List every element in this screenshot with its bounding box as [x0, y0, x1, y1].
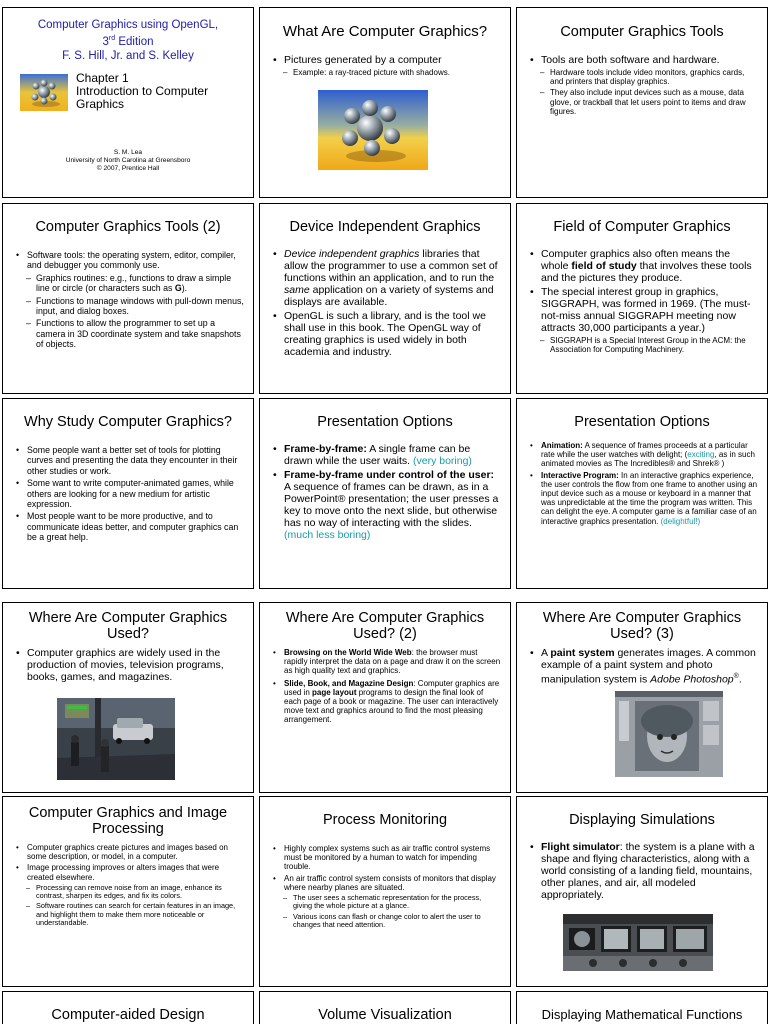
- slide-5: [259, 203, 511, 394]
- bullet: • Pictures generated by a computer: [273, 54, 501, 66]
- sub-bullet-3: – Functions to allow the programmer to set up a camera in 3D coordinate system and take snapshots of objects.: [16, 318, 244, 349]
- bullet-2: • Slide, Book, and Magazine Design: Computer graphics are used in page layout programs to design the final look of each page of a book or magazine. The user can interactively move text and graphics around to find the most pleasing arrangement.: [273, 679, 501, 725]
- bullet-1: • Some people want a better set of tools for plotting curves and presenting the data they encounter in their other studies or work.: [16, 445, 244, 476]
- slide-6: [516, 203, 768, 394]
- slide-17: [259, 991, 511, 1024]
- university: University of North Carolina at Greensboro: [65, 157, 191, 164]
- slide-8: [259, 398, 511, 589]
- slide-3: [516, 7, 768, 198]
- bullet-2: • An air traffic control system consists of monitors that display where nearby planes are situated.: [273, 874, 501, 892]
- bullet-1: • A paint system generates images. A common example of a paint system and photo manipulation system is Adobe Photoshop®.: [530, 647, 758, 686]
- bullet-1: • Flight simulator: the system is a plane with a shape and flying characteristics, along with a world consisting of a landing field, mountains, other planes, and air, all modeled appropriately.: [530, 841, 758, 901]
- slide-title: Why Study Computer Graphics?: [24, 414, 232, 430]
- slide-body: [517, 54, 767, 116]
- sub-bullet-1: – The user sees a schematic representation for the process, giving the whole picture at a glance.: [273, 894, 501, 911]
- credits: [3, 149, 253, 173]
- slide-title: What Are Computer Graphics?: [282, 23, 488, 40]
- sub-bullet: – Example: a ray-traced picture with shadows.: [273, 68, 501, 77]
- slide-13: [2, 796, 254, 987]
- slide-body: [517, 248, 767, 354]
- slide-16: [2, 991, 254, 1024]
- slide-title: Computer Graphics and Image Processing: [28, 805, 228, 837]
- book-title-line-1: Computer Graphics using OpenGL,: [37, 19, 219, 31]
- slide-title: Device Independent Graphics: [289, 219, 481, 235]
- bullet-2: • Image processing improves or alters images that were created elsewhere.: [16, 863, 244, 881]
- slide-body: [517, 647, 767, 686]
- author-name: S. M. Lea: [113, 149, 143, 156]
- molecule-thumbnail: [20, 74, 68, 111]
- sub-bullet-1: – Processing can remove noise from an image, enhance its contrast, sharpen its edges, and fix its colors.: [16, 884, 244, 901]
- slide-12: [516, 602, 768, 793]
- bullet-1: • Device independent graphics libraries that allow the programmer to use a common set of functions within an application, and to run the same application on a variety of systems and displays are available.: [273, 248, 501, 308]
- slide-body: [260, 648, 510, 725]
- chapter-title-line-2: Graphics: [76, 97, 125, 111]
- slide-body: [3, 647, 253, 683]
- bullet-1: • Animation: A sequence of frames proceeds at a particular rate while the user watches with delight; (exciting, as in such animated movies as The Incredibles® and Shrek® ): [530, 441, 758, 469]
- slide-title: Where Are Computer Graphics Used?: [28, 610, 228, 642]
- sub-bullet-2: – They also include input devices such as a mouse, data glove, or trackball that let users point to items and draw figures.: [530, 88, 758, 116]
- bullet-1: • Computer graphics are widely used in the production of movies, television programs, books, games, and magazines.: [16, 647, 244, 683]
- book-authors: F. S. Hill, Jr. and S. Kelley: [62, 49, 194, 62]
- slide-body: [260, 443, 510, 541]
- copyright: © 2007, Prentice Hall: [96, 165, 160, 172]
- slide-body: [260, 248, 510, 358]
- sub-bullet-1: – Hardware tools include video monitors, graphics cards, and printers that display graphics.: [530, 68, 758, 86]
- chapter-number: Chapter 1: [76, 71, 129, 85]
- sub-bullet-2: – Various icons can flash or change color to alert the user to changes that need attention.: [273, 913, 501, 930]
- book-title: [3, 18, 253, 63]
- slide-18: [516, 991, 768, 1024]
- bullet-1: • Computer graphics create pictures and images based on some description, or model, in a computer.: [16, 843, 244, 861]
- slide-title: Where Are Computer Graphics Used? (3): [542, 610, 742, 642]
- bullet-3: • Most people want to be more productive, and to communicate ideas better, and computer graphics can be a great help.: [16, 511, 244, 542]
- ray-traced-picture: [318, 90, 428, 170]
- slide-title: Presentation Options: [317, 414, 453, 430]
- bullet-2: • OpenGL is such a library, and is the tool we shall use in this book. The OpenGL way of creating graphics is used widely in both academia and industry.: [273, 310, 501, 358]
- slide-9: [516, 398, 768, 589]
- sub-bullet-2: – Functions to manage windows with pull-down menus, input, and dialog boxes.: [16, 296, 244, 317]
- slide-4: [2, 203, 254, 394]
- slide-title: Computer Graphics Tools (2): [35, 219, 221, 235]
- slide-title: Computer Graphics Tools: [560, 24, 724, 40]
- bullet-1: • Browsing on the World Wide Web: the browser must rapidly interpret the data on a page and draw it on the screen as high quality text and graphics.: [273, 648, 501, 676]
- bullet: • Software tools: the operating system, editor, compiler, and debugger you commonly use.: [16, 250, 244, 271]
- slide-title: Field of Computer Graphics: [553, 219, 731, 235]
- slide-body: [3, 445, 253, 543]
- slide-2: [259, 7, 511, 198]
- slide-1-title: [2, 7, 254, 198]
- slide-body: [260, 844, 510, 929]
- slide-body: [517, 841, 767, 901]
- chapter-heading: [76, 72, 208, 111]
- bullet-1: • Computer graphics also often means the whole field of study that involves these tools and the pictures they produce.: [530, 248, 758, 284]
- bullet-1: • Highly complex systems such as air traffic control systems must be monitored by a human to watch for impending trouble.: [273, 844, 501, 872]
- bullet-2: • Interactive Program: In an interactive graphics experience, the user controls the flow from one frame to another using an input device such as a mouse or keyboard in a manner that was unpredictable at the time the program was written. This can delight the eye. A computer game is a familiar case of an interactive graphics presentation. (delightful!): [530, 471, 758, 526]
- slide-body: [517, 441, 767, 526]
- slide-7: [2, 398, 254, 589]
- slide-body: [260, 54, 510, 77]
- sub-bullet: – SIGGRAPH is a Special Interest Group in the ACM: the Association for Computing Machinery.: [530, 336, 758, 354]
- game-screenshot: [57, 698, 175, 780]
- slide-title: Where Are Computer Graphics Used? (2): [285, 610, 485, 642]
- sub-bullet-1: – Graphics routines: e.g., functions to draw a simple line or circle (or characters such as G).: [16, 273, 244, 294]
- slide-title: Presentation Options: [574, 414, 710, 430]
- slide-15: [516, 796, 768, 987]
- flight-simulator-cockpit: [563, 914, 713, 971]
- book-edition: 3rd Edition: [102, 35, 154, 48]
- slide-body: [3, 843, 253, 927]
- chapter-title-line-1: Introduction to Computer: [76, 84, 209, 98]
- sub-bullet-2: – Software routines can search for certain features in an image, and highlight them to make them more noticeable or understandable.: [16, 902, 244, 927]
- slide-title: Computer-aided Design: [51, 1007, 205, 1023]
- slide-10: [2, 602, 254, 793]
- slide-title: Displaying Simulations: [569, 812, 715, 828]
- slide-11: [259, 602, 511, 793]
- slide-title: Volume Visualization: [318, 1007, 452, 1023]
- bullet: • Tools are both software and hardware.: [530, 54, 758, 66]
- bullet-1: • Frame-by-frame: A single frame can be drawn while the user waits. (very boring): [273, 443, 501, 467]
- bullet-2: • Frame-by-frame under control of the user: A sequence of frames can be drawn, as in a PowerPoint® presentation; the user presses a key to move onto the next slide, but otherwise has no way of interacting with the slides. (much less boring): [273, 469, 501, 541]
- slide-14: [259, 796, 511, 987]
- bullet-2: • Some want to write computer-animated games, while others are looking for a new medium for artistic expression.: [16, 478, 244, 509]
- slide-title: Process Monitoring: [322, 812, 448, 828]
- bullet-2: • The special interest group in graphics, SIGGRAPH, was formed in 1969. (The must-not-miss annual SIGGRAPH meeting now attracts 30,000 participants a year.): [530, 286, 758, 334]
- slide-title: Displaying Mathematical Functions: [541, 1007, 743, 1022]
- slide-body: [3, 250, 253, 350]
- photoshop-screenshot: [615, 691, 723, 777]
